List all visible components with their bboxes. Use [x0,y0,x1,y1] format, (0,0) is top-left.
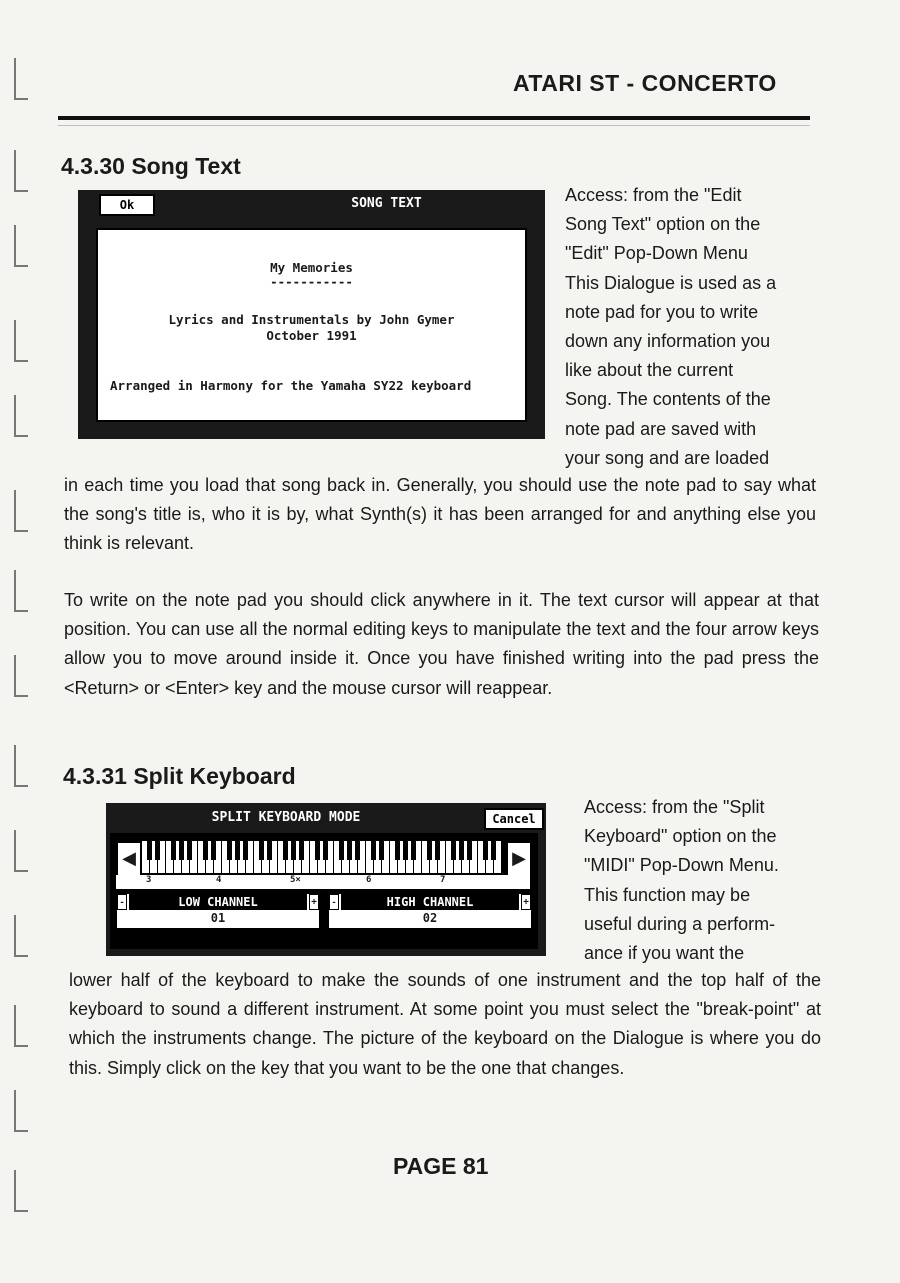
black-key[interactable] [227,841,232,860]
dialog-title: SPLIT KEYBOARD MODE [211,810,361,825]
black-key[interactable] [395,841,400,860]
binding-mark [14,1170,28,1212]
text-line: your song and are loaded [565,447,770,468]
note-pad-area[interactable] [96,228,527,422]
text-line: Song Text" option on the [565,214,761,235]
text-line: Access: from the "Edit [565,185,742,205]
increment-button[interactable]: + [521,894,531,910]
binding-mark [14,395,28,437]
black-key[interactable] [379,841,384,860]
text-line: This Dialogue is used as a [565,272,777,293]
song-text-access-column [565,181,815,473]
header-rule-thin [58,125,810,126]
text-line: This function may be [584,884,751,905]
black-key[interactable] [259,841,264,860]
black-key[interactable] [187,841,192,860]
text-line: useful during a perform- [584,913,776,934]
black-key[interactable] [467,841,472,860]
black-key[interactable] [323,841,328,860]
split-keyboard-paragraph: lower half of the keyboard to make the sounds of one instrument and the top half of the keyboard to sound a different instrument. At some point you must select the "break-point" at which the instruments change. The picture of the keyboard on the Dialogue is where you do this. Simply click on the key that you want to be the one that changes. [69,970,821,1078]
decrement-button[interactable]: - [117,894,127,910]
black-key[interactable] [403,841,408,860]
black-key[interactable] [283,841,288,860]
binding-mark [14,655,28,697]
note-line-7: Arranged in Harmony for the Yamaha SY22 keyboard [110,378,472,393]
text-line: "Edit" Pop-Down Menu [565,243,748,264]
black-key[interactable] [411,841,416,860]
black-key[interactable] [355,841,360,860]
octave-label: 3 [146,875,152,885]
page-header: ATARI ST - CONCERTO [513,70,777,96]
binding-mark [14,490,28,532]
page-number: PAGE 81 [393,1153,489,1179]
black-key[interactable] [211,841,216,860]
low-channel-label: LOW CHANNEL [129,894,307,910]
black-key[interactable] [347,841,352,860]
text-line: like about the current [565,360,734,381]
black-key[interactable] [459,841,464,860]
black-key[interactable] [291,841,296,860]
ok-button[interactable]: Ok [99,194,155,216]
header-rule [58,116,810,120]
text-line: note pad for you to write [565,301,759,322]
keyboard-keys[interactable] [142,841,502,873]
black-key[interactable] [451,841,456,860]
binding-mark [14,58,28,100]
decrement-button[interactable]: - [329,894,339,910]
song-text-dialog [78,190,545,439]
high-channel-control [328,893,532,929]
black-key[interactable] [483,841,488,860]
high-channel-value: 02 [422,911,438,925]
text-line: Access: from the "Split [584,797,765,817]
high-channel-label: HIGH CHANNEL [341,894,519,910]
cancel-button[interactable]: Cancel [484,808,544,830]
black-key[interactable] [427,841,432,860]
black-key[interactable] [171,841,176,860]
dialog-title: SONG TEXT [351,196,422,211]
song-text-paragraph-1: in each time you load that song back in. Generally, you should use the note pad to say what the song's title is, who it is by, what Synth(s) it has been arranged for and anything else you think is relevant. [64,475,816,554]
binding-mark [14,915,28,957]
binding-mark [14,1090,28,1132]
keyboard-panel [110,833,538,949]
text-line: Song. The contents of the [565,389,771,410]
note-line-4: Lyrics and Instrumentals by John Gymer [168,312,455,327]
increment-button[interactable]: + [309,894,319,910]
scroll-right-icon[interactable]: ▶ [506,841,532,877]
section-heading-song-text: 4.3.30 Song Text [61,153,241,179]
binding-mark [14,150,28,192]
black-key[interactable] [147,841,152,860]
black-key[interactable] [235,841,240,860]
text-line: note pad are saved with [565,418,757,439]
note-line-1: My Memories [270,260,353,275]
text-line: ance if you want the [584,943,745,964]
black-key[interactable] [339,841,344,860]
black-key[interactable] [371,841,376,860]
binding-mark [14,745,28,787]
section-heading-split-keyboard: 4.3.31 Split Keyboard [63,763,296,789]
text-line: "MIDI" Pop-Down Menu. [584,855,779,876]
black-key[interactable] [299,841,304,860]
text-line: Keyboard" option on the [584,826,777,847]
binding-mark [14,1005,28,1047]
split-keyboard-dialog [106,803,546,956]
binding-mark [14,320,28,362]
binding-mark [14,225,28,267]
black-key[interactable] [267,841,272,860]
octave-label: 7 [440,875,446,885]
scroll-left-icon[interactable]: ◀ [116,841,142,877]
binding-mark [14,570,28,612]
octave-label: 5× [290,875,301,885]
black-key[interactable] [155,841,160,860]
split-keyboard-access-column [584,793,821,968]
note-line-5: October 1991 [266,328,357,343]
black-key[interactable] [435,841,440,860]
black-key[interactable] [315,841,320,860]
text-line: down any information you [565,331,771,352]
low-channel-control [116,893,320,929]
low-channel-value: 01 [210,911,226,925]
note-line-2: ----------- [270,274,353,289]
black-key[interactable] [243,841,248,860]
black-key[interactable] [491,841,496,860]
binding-mark [14,830,28,872]
octave-strip [116,875,530,889]
octave-label: 4 [216,875,222,885]
song-text-paragraph-2: To write on the note pad you should click anywhere in it. The text cursor will appear at that position. You can use all the normal editing keys to manipulate the text and the four arrow keys allow you to move around inside it. Once you have finished writing into the pad press the <Return> or <Enter> key and the mouse cursor will reappear. [64,590,819,698]
octave-label: 6 [366,875,372,885]
black-key[interactable] [179,841,184,860]
black-key[interactable] [203,841,208,860]
